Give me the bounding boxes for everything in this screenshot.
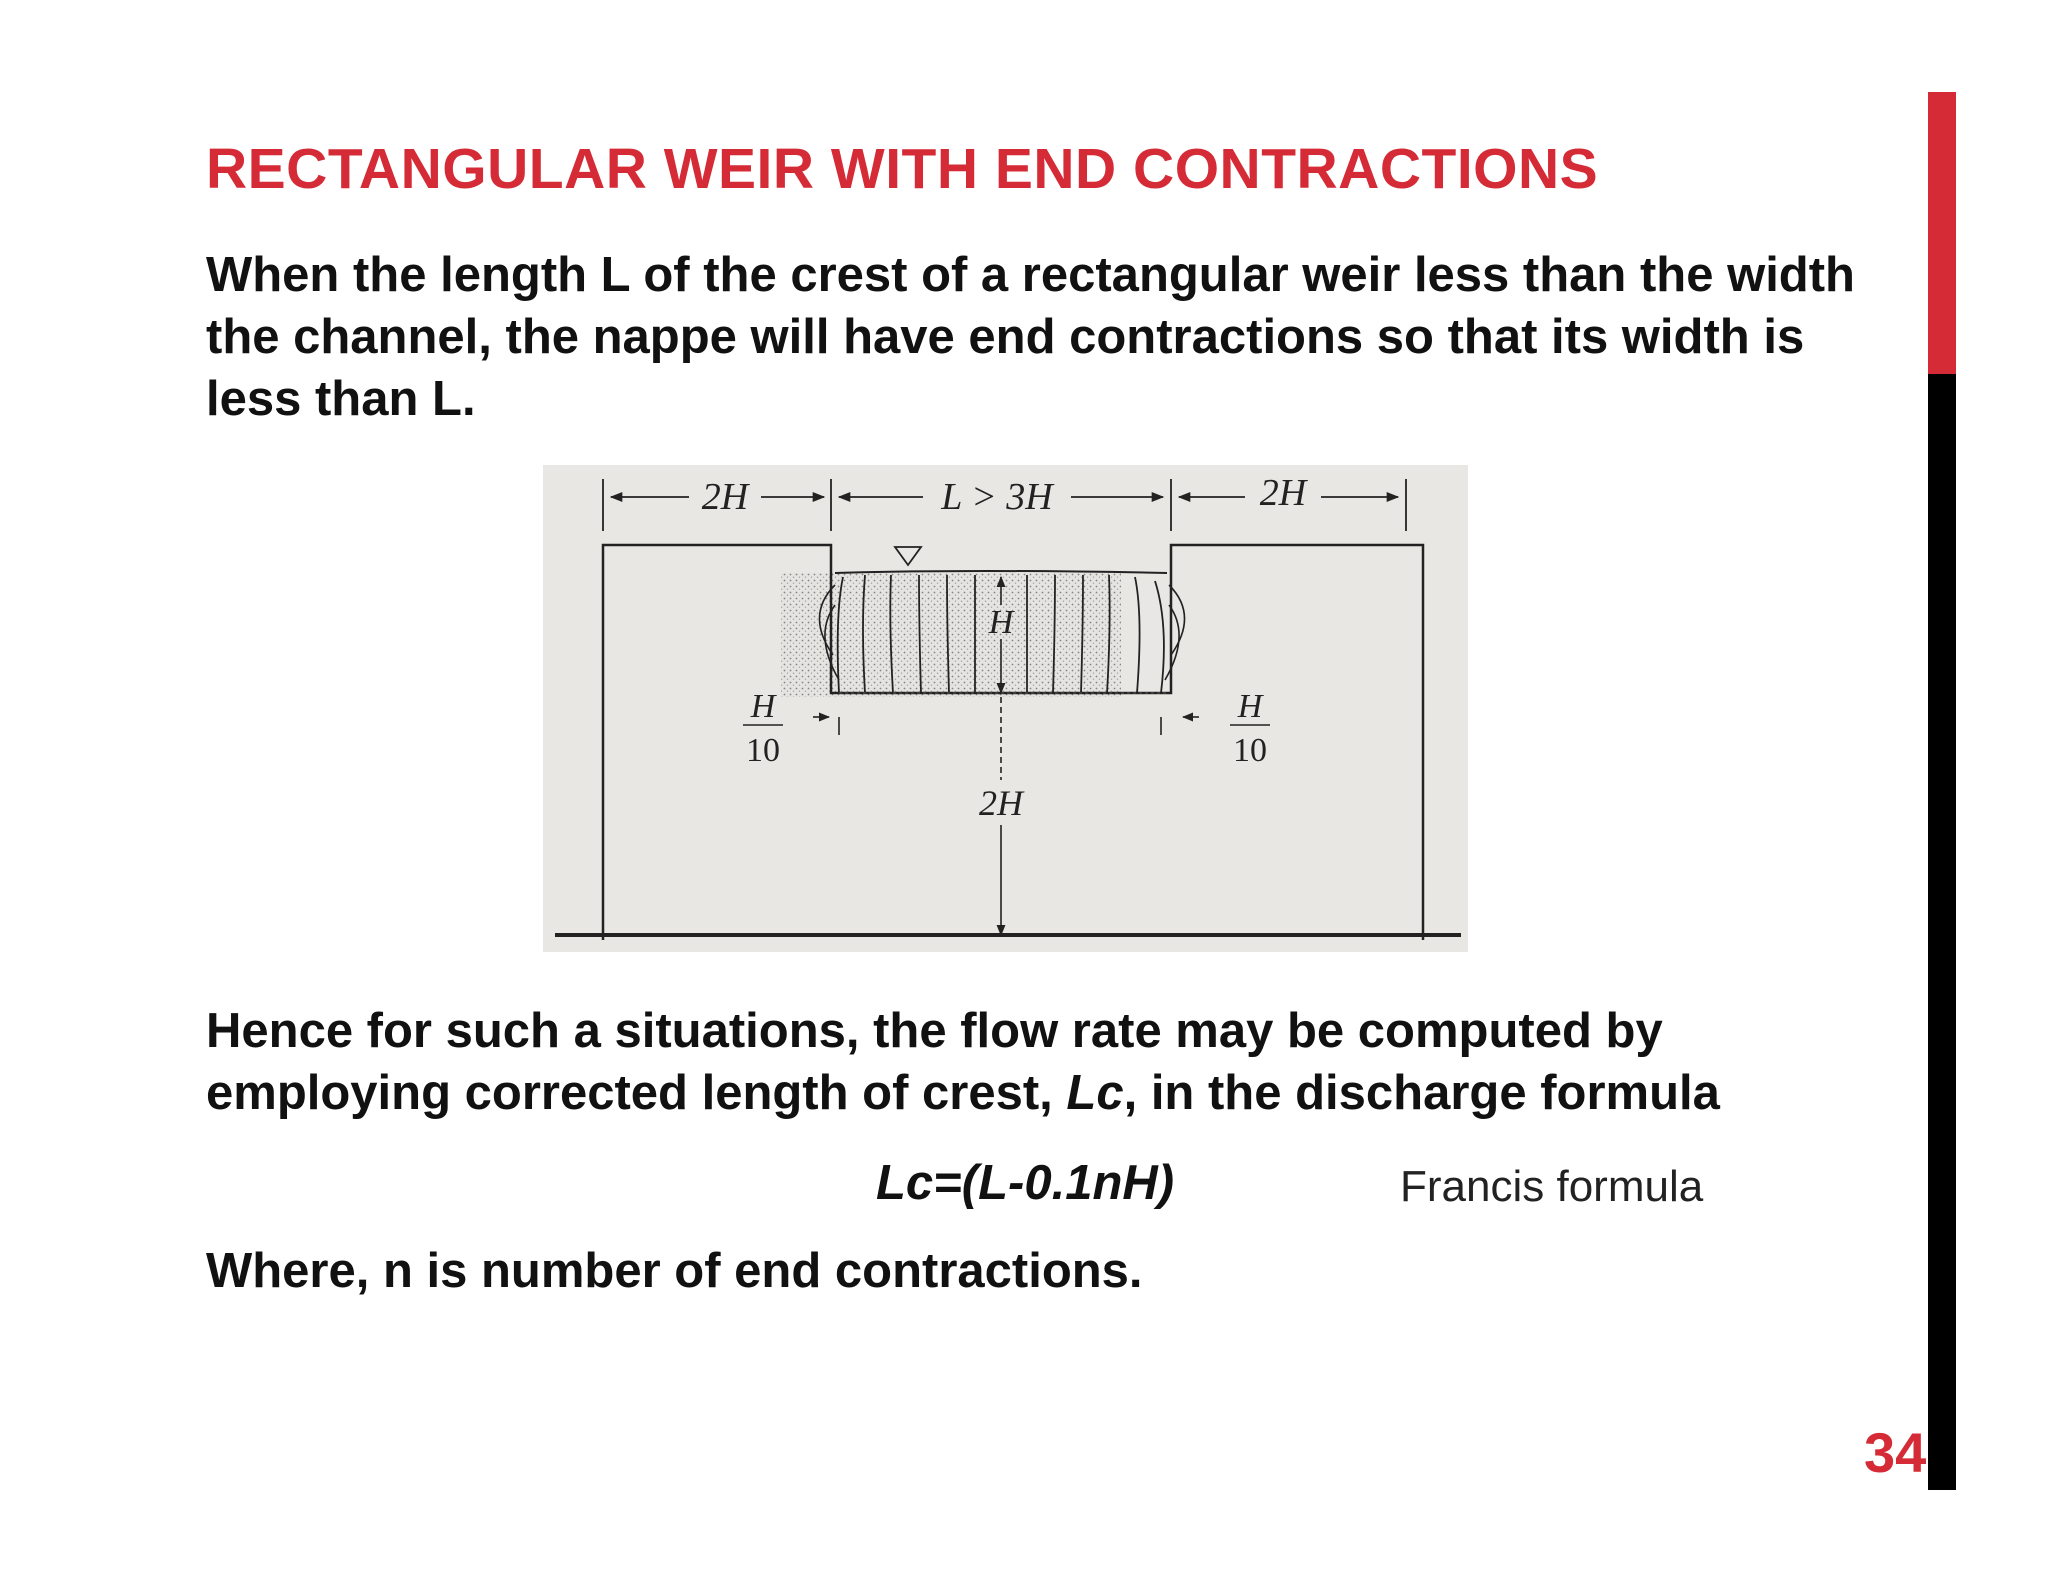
head-label: H (988, 604, 1014, 641)
water-level-symbol (895, 547, 921, 565)
left-fraction-denominator: 10 (746, 732, 780, 769)
definition-paragraph: Where, n is number of end contractions. (206, 1244, 1143, 1298)
contraction-dimension (813, 717, 1199, 735)
lc-term: Lc (1066, 1066, 1124, 1120)
right-fraction-denominator: 10 (1233, 732, 1267, 769)
left-fraction-numerator: H (750, 688, 776, 725)
dim-left-label: 2H (701, 476, 749, 518)
right-fraction-numerator: H (1237, 688, 1263, 725)
dim-center-label: L > 3H (941, 476, 1053, 518)
weir-diagram (543, 465, 1468, 952)
formula-note: Francis formula (1400, 1162, 1704, 1211)
accent-bar-red (1928, 92, 1956, 374)
accent-bar-black (1928, 374, 1956, 1490)
dim-right-label: 2H (1259, 472, 1307, 514)
intro-paragraph: When the length L of the crest of a rectangular weir less than the width the channel, the nappe will have end contractions so that its width is less than L. (206, 248, 1855, 426)
method-paragraph (206, 1000, 1886, 1124)
water-surface (835, 571, 1167, 573)
francis-formula: Lc=(L-0.1nH) (876, 1156, 1175, 1210)
method-text-before: Hence for such a situations, the flow rate may be computed by employing corrected length of crest, (206, 1004, 1663, 1120)
method-text-after: , in the discharge formula (1123, 1066, 1720, 1120)
page-number: 34 (1864, 1421, 1927, 1484)
slide-title: RECTANGULAR WEIR WITH END CONTRACTIONS (206, 137, 1599, 201)
depth-label: 2H (979, 783, 1023, 823)
